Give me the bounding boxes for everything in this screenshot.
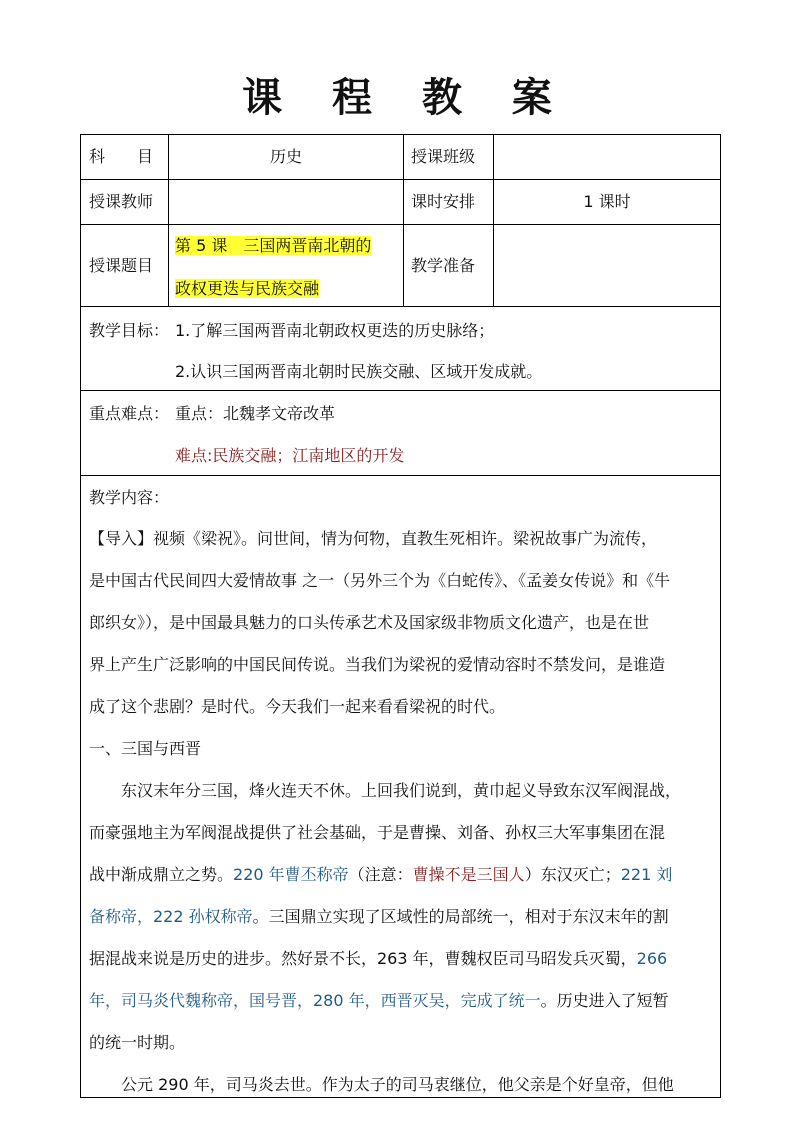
class-value [494, 135, 720, 179]
paragraph-1-line-3: 战中渐成鼎立之势。220 年曹丕称帝（注意：曹操不是三国人）东汉灭亡；221 刘 [89, 865, 673, 884]
paragraph-1-line-2: 而豪强地主为军阀混战提供了社会基础，于是曹操、刘备、孙权三大军事集团在混 [89, 823, 666, 842]
topic-line-2: 政权更迭与民族交融 [175, 279, 320, 298]
schedule-value: 1 课时 [583, 192, 631, 211]
prep-label: 教学准备 [411, 255, 476, 275]
content-label: 教学内容： [89, 488, 170, 507]
class-label: 授课班级 [411, 147, 476, 166]
intro-line-4: 界上产生广泛影响的中国民间传说。当我们为梁祝的爱情动容时不禁发问，是谁造 [89, 655, 666, 674]
objective-item-1: 1.了解三国两晋南北朝政权更迭的历史脉络； [175, 321, 495, 340]
schedule-label: 课时安排 [411, 192, 476, 211]
intro-line-1: 【导入】视频《梁祝》。问世间，情为何物，直教生死相许。梁祝故事广为流传， [89, 529, 658, 548]
paragraph-1-line-1: 东汉末年分三国，烽火连天不休。上回我们说到，黄巾起义导致东汉军阀混战， [121, 781, 682, 800]
keypoint-difficult: 难点:民族交融；江南地区的开发 [175, 446, 405, 465]
topic-line-1: 第 5 课 三国两晋南北朝的 [175, 236, 372, 255]
intro-line-2: 是中国古代民间四大爱情故事 之一（另外三个为《白蛇传》、《孟姜女传说》和《牛 [89, 571, 671, 590]
objective-item-2: 2.认识三国两晋南北朝时民族交融、区域开发成就。 [175, 362, 543, 381]
topic-label: 授课题目 [89, 255, 154, 275]
paragraph-1-line-4: 备称帝，222 孙权称帝。三国鼎立实现了区域性的局部统一，相对于东汉末年的割 [89, 907, 669, 926]
paragraph-1-line-7: 的统一时期。 [89, 1033, 186, 1052]
section-title-1: 一、三国与西晋 [89, 739, 202, 758]
subject-value: 历史 [269, 147, 302, 166]
intro-line-5: 成了这个悲剧？是时代。今天我们一起来看看梁祝的时代。 [89, 697, 506, 716]
paragraph-1-line-6: 年，司马炎代魏称帝，国号晋，280 年，西晋灭吴，完成了统一。历史进入了短暂 [89, 991, 669, 1010]
keypoints-label: 重点难点： [89, 404, 170, 423]
paragraph-1-line-5: 据混战来说是历史的进步。然好景不长，263 年，曹魏权臣司马昭发兵灭蜀，266 [89, 949, 668, 968]
document-title: 课 程 教 案 [242, 75, 570, 121]
objectives-label: 教学目标： [89, 321, 170, 340]
prep-value [494, 225, 720, 306]
teacher-value [169, 180, 403, 224]
keypoint-key: 重点：北魏孝文帝改革 [175, 404, 336, 423]
lesson-plan-table [80, 134, 721, 1098]
intro-line-3: 郎织女》），是中国最具魅力的口头传承艺术及国家级非物质文化遗产，也是在世 [89, 613, 650, 632]
teacher-label: 授课教师 [89, 192, 154, 211]
subject-label: 科 目 [89, 147, 154, 166]
paragraph-2-line-1: 公元 290 年，司马炎去世。作为太子的司马衷继位，他父亲是个好皇帝，但他 [121, 1075, 674, 1094]
